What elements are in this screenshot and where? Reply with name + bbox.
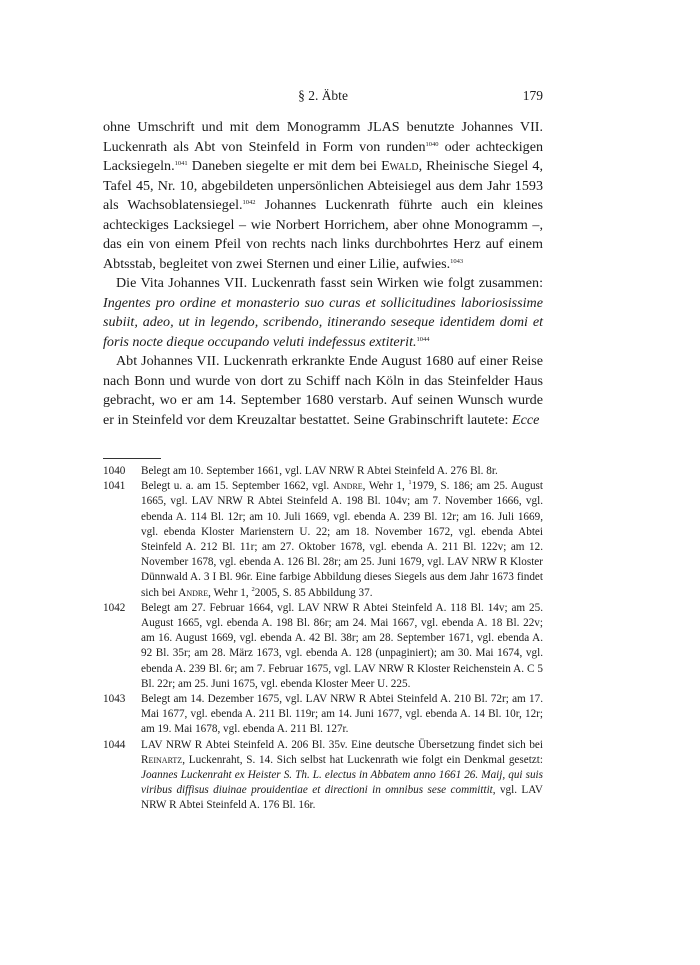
footnote-number: 1041 (103, 480, 126, 493)
footnote-text (141, 738, 543, 814)
text-run: oder achteckigen Lacksiegeln. (103, 138, 544, 174)
edition-superscript: 1 (408, 479, 412, 487)
footnote-1041 (103, 479, 543, 601)
footnote-text: Belegt am 10. September 1661, vgl. LAV NRW R Abtei Steinfeld A. 276 Bl. 8r. (141, 465, 498, 477)
paragraph-seals (103, 118, 543, 274)
footnote-1043 (103, 692, 543, 738)
footnote-ref-1040[interactable]: 1040 (425, 140, 439, 148)
body-text (103, 118, 543, 430)
edition-superscript: 2 (251, 585, 255, 593)
text-run: Abt Johannes VII. Luckenrath erkrankte Ende August 1680 auf einer Reise nach Bonn und wurde von dort zu Schiff nach Köln in das Steinfelder Haus gebracht, wo er am 14. September 1680 verstarb. Auf seinen Wunsch wurde er in Steinfeld vor dem Kreuzaltar bestattet. Seine Grabinschrift lautete: (103, 353, 543, 428)
footnote-text: Belegt am 14. Dezember 1675, vgl. LAV NRW R Abtei Steinfeld A. 210 Bl. 72r; am 17. Mai 1677, vgl. ebenda A. 211 Bl. 119r; am 14. Juni 1677, vgl. ebenda A. 14 Bl. 10r, 12r; am 19. Mai 1678, vgl. ebenda A. 211 Bl. 127r. (141, 693, 543, 736)
text-run: Die Vita Johannes VII. Luckenrath fasst sein Wirken wie folgt zusammen: (116, 275, 543, 291)
latin-quote: Ingentes pro ordine et monasterio suo curas et sollicitudines laboriosissime subiit, adeo, ut in legendo, scribendo, itinerando seseque identidem domi et foris nocte dieque occupando veluti indefessus extiterit. (103, 294, 543, 350)
footnote-ref-1041[interactable]: 1041 (174, 160, 188, 167)
footnote-number: 1040 (103, 465, 126, 477)
footnote-ref-1042[interactable]: 1042 (242, 199, 256, 206)
footnote-text (141, 479, 543, 601)
latin-quote: Joannes Luckenraht ex Heister S. Th. L. electus in Abbatem anno 1661 26. Maij, qui suis viribus diffisus diuinae prouidentiae et directioni in omnibus sese committit (141, 769, 543, 797)
paragraph-vita (103, 274, 543, 352)
footnote-1044 (103, 738, 543, 814)
section-title: § 2. Äbte (298, 88, 348, 103)
text-run: 2005, S. 85 Abbildung 37. (254, 586, 373, 599)
text-run: , Luckenraht, S. 14. Sich selbst hat Luckenrath wie folgt ein Denkmal gesetzt: (182, 753, 543, 766)
text-run: 1979, S. 186; am 25. August 1665, vgl. LAV NRW R Abtei Steinfeld A. 198 Bl. 104v; am 7. November 1666, vgl. ebenda A. 114 Bl. 12r; am 10. Juli 1669, vgl. ebenda A. 239 Bl. 12r; am 16. Juli 1669, vgl. ebenda Kloster Marienstern U. 22; am 18. November 1672, vgl. ebenda Abtei Steinfeld A. 212 Bl. 11r; am 27. Oktober 1678, vgl. ebenda A. 211 Bl. 122v; am 12. November 1678, vgl. ebenda A. 126 Bl. 28r; am 25. Juni 1679, vgl. LAV NRW R Kloster Dünnwald A. 3 I Bl. 96r. Eine farbige Abbildung dieses Siegels aus dem Jahr 1673 findet sich bei (141, 480, 543, 599)
text-run: Johannes Luckenrath führte auch ein kleines achteckiges Lacksiegel – wie Norbert Horrichem, aber ohne Monogramm –, das ein von einem Pfeil von rechts nach links durchbohrtes Herz auf einem Abtsstab, begleitet von zwei Sternen und einer Lilie, aufwies. (103, 197, 543, 272)
running-head (103, 88, 543, 108)
footnote-ref-1044[interactable]: 1044 (416, 335, 430, 343)
footnote-number: 1042 (103, 601, 126, 614)
footnote-separator (103, 458, 161, 459)
author-name-andre: Andre (178, 586, 209, 599)
page-number: 179 (522, 88, 543, 103)
text-run: LAV NRW R Abtei Steinfeld A. 206 Bl. 35v. Eine deutsche Übersetzung findet sich bei (141, 738, 543, 751)
text-run: Daneben siegelte er mit dem bei (187, 158, 382, 174)
paragraph-death (103, 352, 543, 430)
text-run: ohne Umschrift und mit dem Monogramm JLAS benutzte Johannes VII. Luckenrath als Abt von Steinfeld in Form von runden (103, 119, 543, 155)
inscription-start: Ecce (511, 411, 540, 428)
footnote-text: Belegt am 27. Februar 1664, vgl. LAV NRW R Abtei Steinfeld A. 118 Bl. 14v; am 25. August 1665, vgl. ebenda A. 198 Bl. 86r; am 24. Mai 1667, vgl. ebenda A. 18 Bl. 22v; am 16. August 1669, vgl. ebenda A. 42 Bl. 38r; am 28. September 1671, vgl. ebenda A. 92 Bl. 35r; am 28. März 1673, vgl. ebenda A. 128 (unpaginiert); am 30. Mai 1674, vgl. ebenda A. 239 Bl. 6r; am 7. Februar 1675, vgl. LAV NRW R Kloster Reichenstein A. C 5 Bl. 22r; am 25. Juni 1675, vgl. ebenda Kloster Meer U. 225. (141, 601, 543, 690)
footnote-1042 (103, 601, 543, 692)
footnote-1040 (103, 464, 543, 479)
footnote-ref-1043[interactable]: 1043 (450, 257, 464, 265)
footnote-number: 1043 (103, 693, 126, 706)
text-run: , Wehr 1, (208, 586, 252, 599)
footnotes (103, 464, 543, 814)
text-run: , Rheinische Siegel 4, Tafel 45, Nr. 10, abgebildeten unpersönlichen Abteisiegel aus dem Jahr 1593 als Wachsoblatensiegel. (103, 158, 543, 213)
author-name-reinartz: Reinartz (141, 753, 183, 766)
author-name-ewald: Ewald (381, 158, 419, 174)
text-run: , vgl. LAV NRW R Abtei Steinfeld A. 176 Bl. 16r. (141, 784, 543, 812)
author-name-andre: Andre (332, 480, 363, 493)
text-run: , Wehr 1, (362, 480, 409, 493)
text-run: Belegt u. a. am 15. September 1662, vgl. (141, 480, 333, 493)
footnote-number: 1044 (103, 738, 126, 751)
